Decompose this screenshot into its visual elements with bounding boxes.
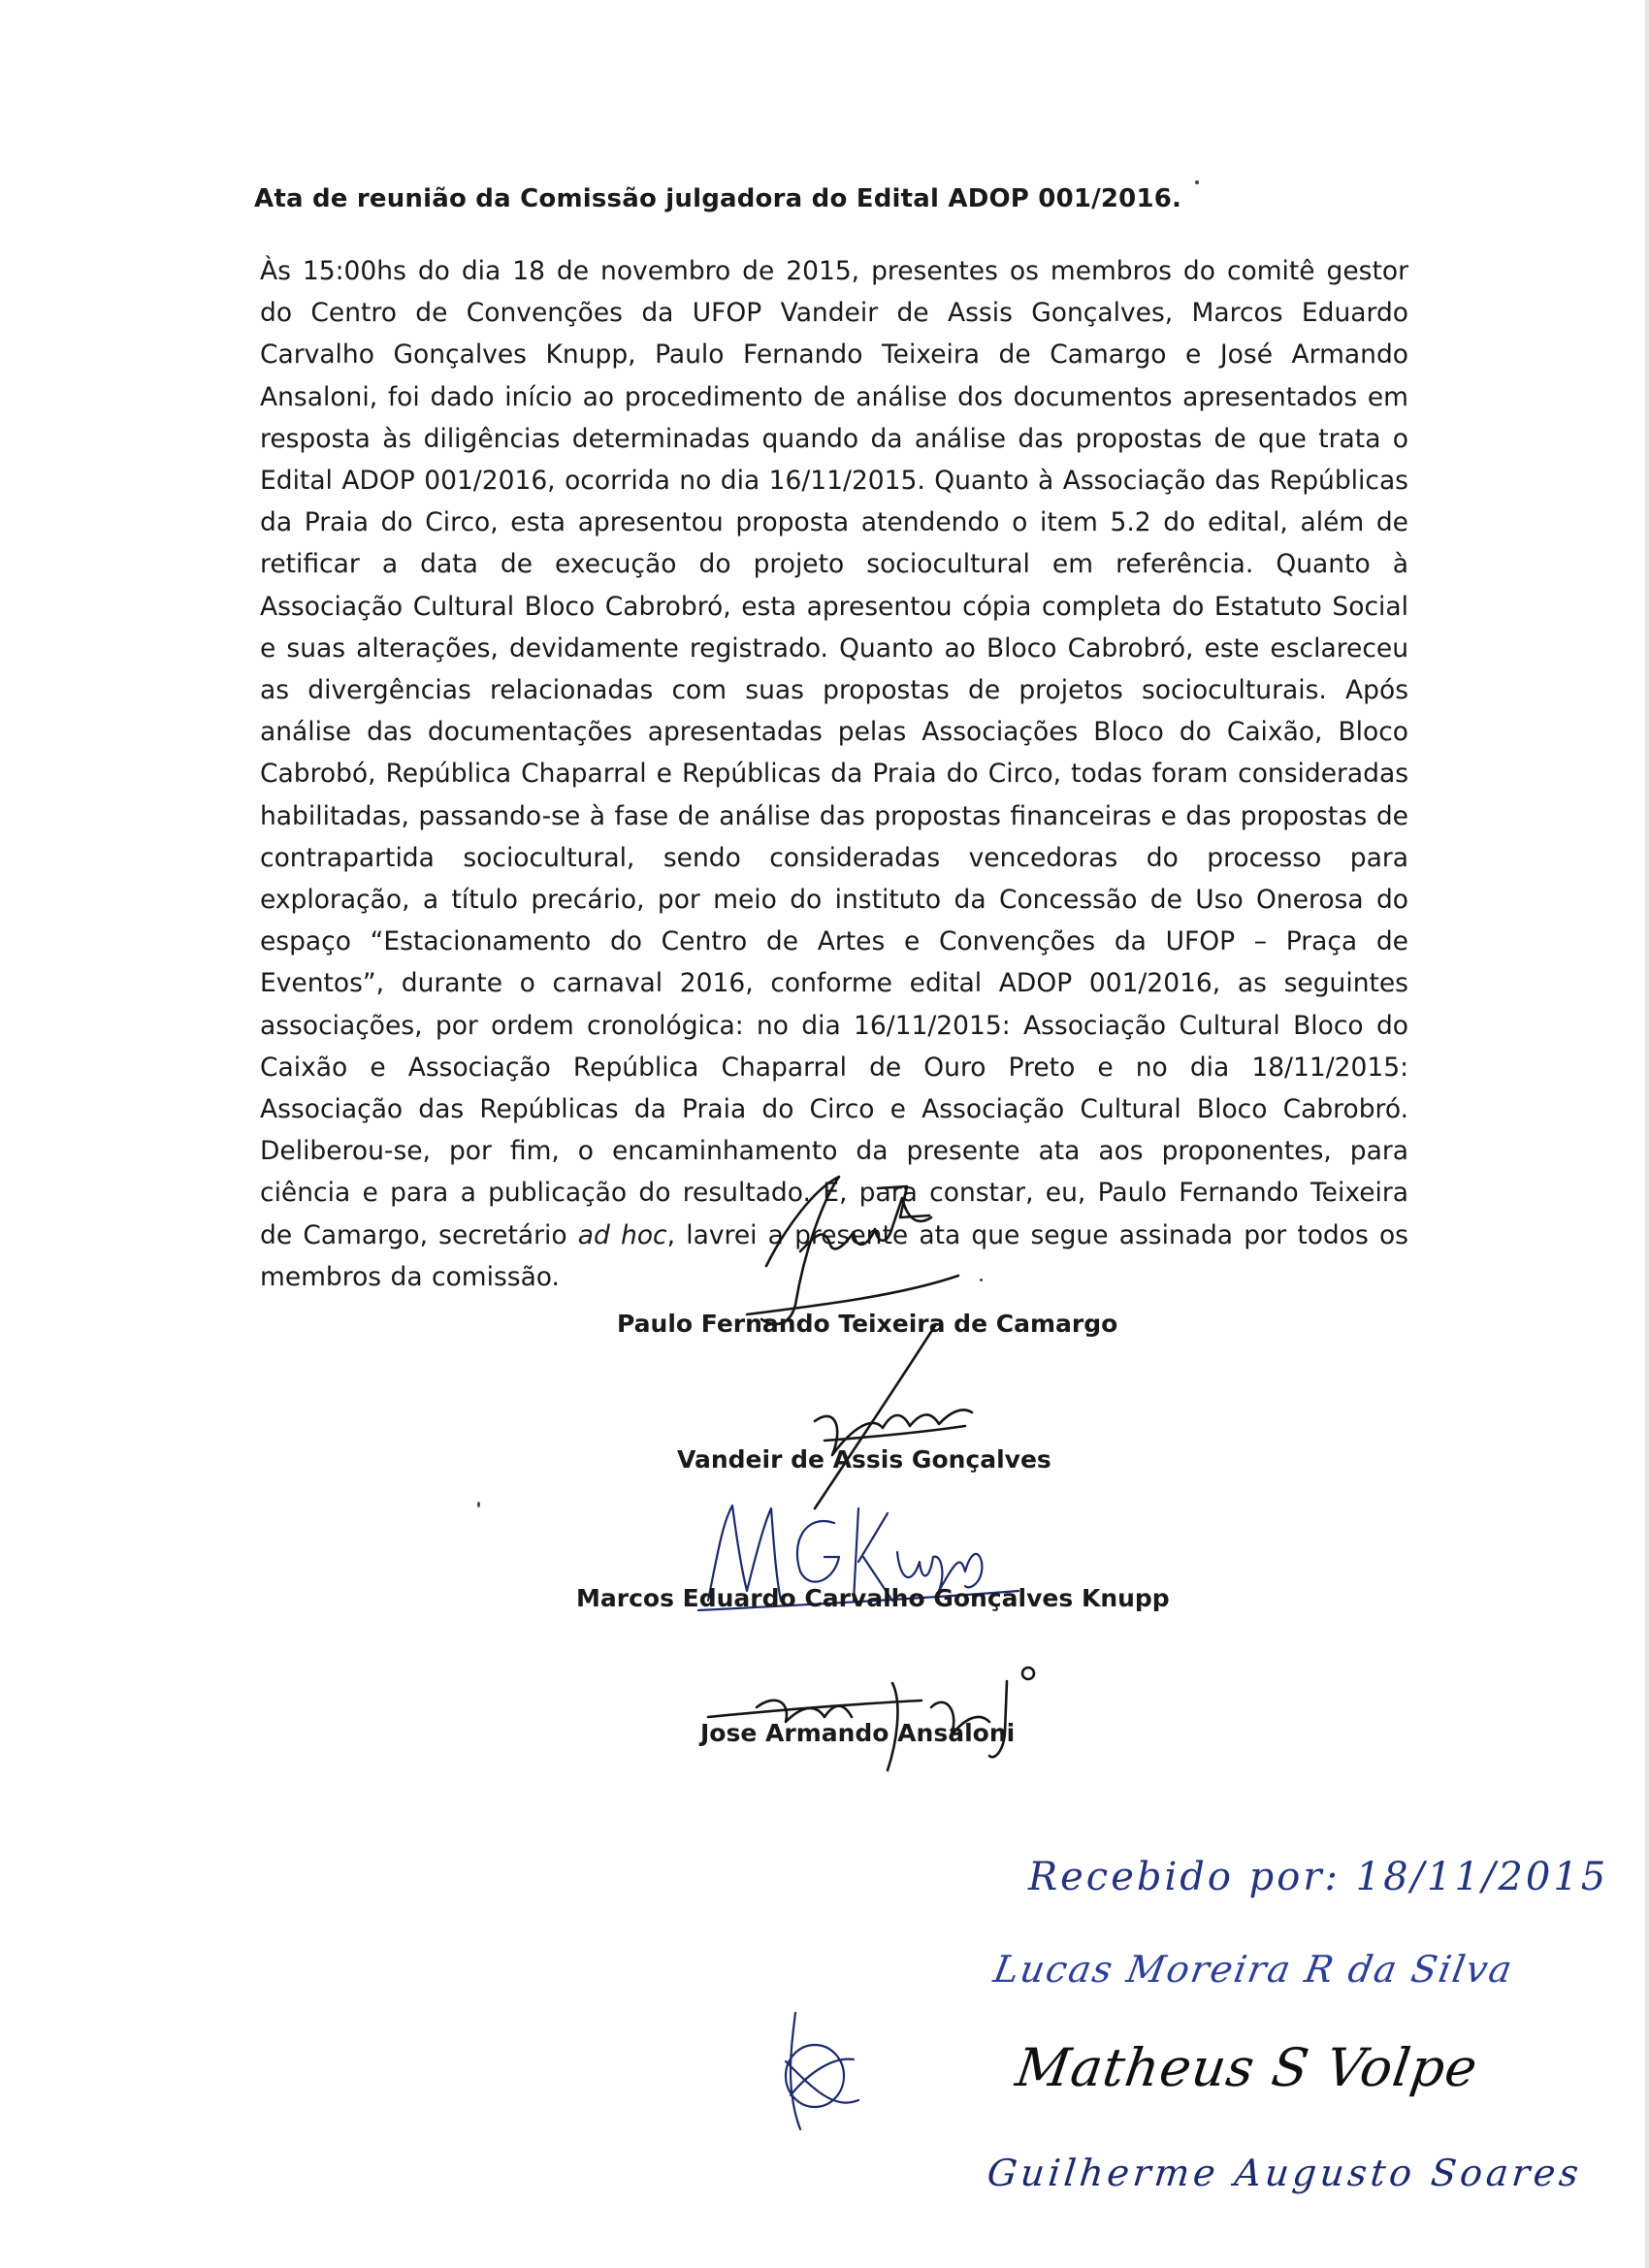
body-text-italic: ad hoc xyxy=(577,1219,667,1250)
signature-name-4: Jose Armando Ansaloni xyxy=(700,1719,1016,1747)
scan-speck xyxy=(477,1502,480,1507)
signature-name-2: Vandeir de Assis Gonçalves xyxy=(677,1445,1051,1474)
rubric-scribble xyxy=(766,2003,873,2139)
scan-speck xyxy=(1195,180,1199,184)
signature-name-3: Marcos Eduardo Carvalho Gonçalves Knupp xyxy=(576,1584,1170,1612)
document-body xyxy=(260,250,1408,1298)
handwritten-received-note: Recebido por: 18/11/2015 xyxy=(1028,1855,1609,1899)
signature-paulo xyxy=(708,1159,960,1334)
handwritten-receiver-2: Matheus S Volpe xyxy=(1012,2037,1482,2098)
signature-vandeir xyxy=(757,1319,989,1513)
scan-edge xyxy=(1645,0,1649,2268)
document-title: Ata de reunião da Comissão julgadora do Edital ADOP 001/2016. xyxy=(254,184,1182,213)
handwritten-receiver-1: Lucas Moreira R da Silva xyxy=(990,1948,1517,1991)
scan-speck xyxy=(980,1279,983,1281)
handwritten-receiver-3: Guilherme Augusto Soares xyxy=(985,2152,1585,2194)
body-text-end: , lavrei a presente ata que segue assinada por todos os membros da comissão. xyxy=(260,1219,1408,1292)
signature-name-1: Paulo Fernando Teixeira de Camargo xyxy=(617,1310,1118,1338)
body-text-main: Às 15:00hs do dia 18 de novembro de 2015, presentes os membros do comitê gestor do Centro de Convenções da UFOP Vandeir de Assis Gonçalves, Marcos Eduardo Carvalho Gonçalves Knupp, Paulo Fernando Teixeira de Camargo e José Armando Ansaloni, foi dado início ao procedimento de análise dos documentos apresentados em resposta às diligências determinadas quando da análise das propostas de que trata o Edital ADOP 001/2016, ocorrida no dia 16/11/2015. Quanto à Associação das Repúblicas da Praia do Circo, esta apresentou proposta atendendo o item 5.2 do edital, além de retificar a data de execução do projeto sociocultural em referência. Quanto à Associação Cultural Bloco Cabrobró, esta apresentou cópia completa do Estatuto Social e suas alterações, devidamente registrado. Quanto ao Bloco Cabrobró, este esclareceu as divergências relacionadas com suas propostas de projetos socioculturais. Após análise das documentações apresentadas pelas Associações Bloco do Caixão, Bloco Cabrobó, República Chaparral e Repúblicas da Praia do Circo, todas foram consideradas habilitadas, passando-se à fase de análise das propostas financeiras e das propostas de contrapartida sociocultural, sendo consideradas vencedoras do processo para exploração, a título precário, por meio do instituto da Concessão de Uso Onerosa do espaço “Estacionamento do Centro de Artes e Convenções da UFOP – Praça de Eventos”, durante o carnaval 2016, conforme edital ADOP 001/2016, as seguintes associações, por ordem cronológica: no dia 16/11/2015: Associação Cultural Bloco do Caixão e Associação República Chaparral de Ouro Preto e no dia 18/11/2015: Associação das Repúblicas da Praia do Circo e Associação Cultural Bloco Cabrobró. Deliberou-se, por fim, o encaminhamento da presente ata aos proponentes, para ciência e para a publicação do resultado. E, para constar, eu, Paulo Fernando Teixeira de Camargo, secretário xyxy=(260,256,1408,1250)
